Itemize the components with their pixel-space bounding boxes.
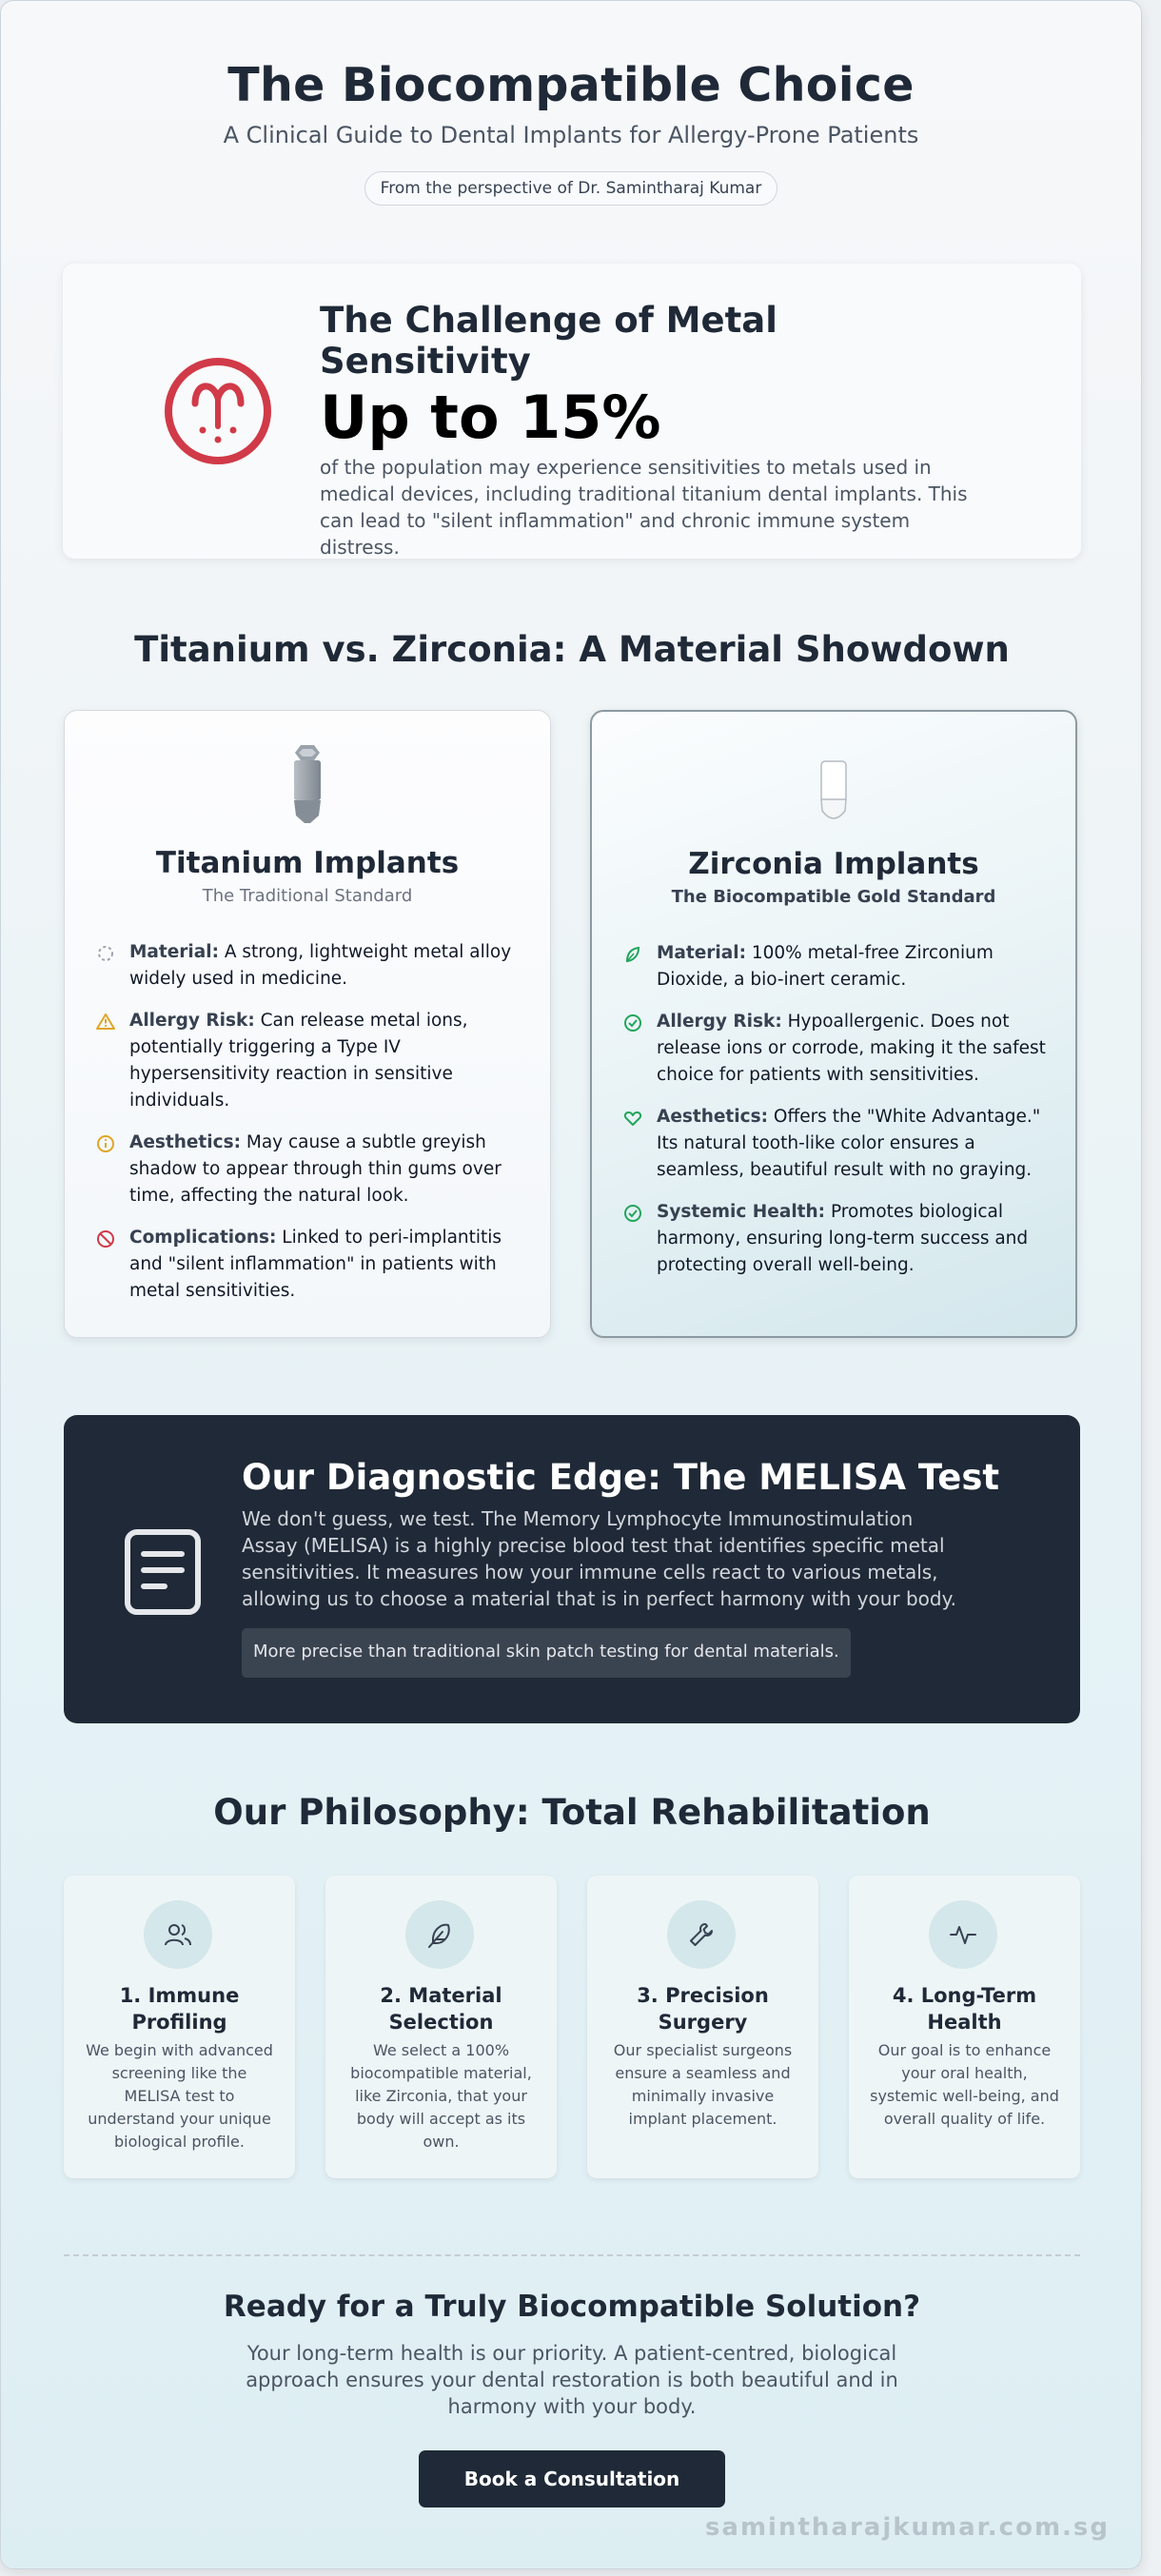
- step-card: [325, 1876, 557, 2178]
- feather-icon: [405, 1900, 474, 1969]
- point-text: May cause a subtle greyish shadow to appear through thin gums over time, affecting the natural look.: [129, 1132, 502, 1206]
- point-text: 100% metal-free Zirconium Dioxide, a bio-inert ceramic.: [657, 943, 994, 990]
- step-title: 4. Long-Term Health: [892, 1984, 1037, 2034]
- melisa-panel: [64, 1415, 1080, 1723]
- book-consultation-button[interactable]: Book a Consultation: [419, 2450, 725, 2507]
- challenge-text: of the population may experience sensitivities to metals used in medical devices, including traditional titanium dental implants. This can lead to "silent inflammation" and chronic immune system distress.: [320, 456, 968, 560]
- step-text: We select a 100% biocompatible material, like Zirconia, that your body will accept as its own.: [350, 2041, 532, 2151]
- site-watermark: samintharajkumar.com.sg: [704, 2513, 1110, 2542]
- point-text: Promotes biological harmony, ensuring long-term success and protecting overall well-being.: [657, 1202, 1029, 1275]
- document-icon: [115, 1520, 210, 1615]
- info-icon: [95, 1133, 116, 1154]
- page-title: The Biocompatible Choice: [227, 58, 915, 112]
- melisa-note: More precise than traditional skin patch testing for dental materials.: [242, 1628, 851, 1678]
- philosophy-title: Our Philosophy: Total Rehabilitation: [213, 1792, 931, 1833]
- check-circle-icon: [622, 1013, 643, 1033]
- titanium-title: Titanium Implants: [155, 846, 460, 880]
- philosophy-steps: [64, 1876, 1080, 2178]
- step-title: 1. Immune Profiling: [119, 1984, 240, 2034]
- challenge-stat: Up to 15%: [320, 383, 661, 452]
- check-circle-icon: [622, 1203, 643, 1224]
- step-text: Our specialist surgeons ensure a seamless and minimally invasive implant placement.: [613, 2041, 793, 2128]
- point-label: Allergy Risk:: [657, 1012, 782, 1032]
- step-card: [849, 1876, 1080, 2178]
- point-label: Allergy Risk:: [129, 1011, 255, 1031]
- list-item: [622, 1104, 1051, 1184]
- point-label: Complications:: [129, 1228, 277, 1248]
- zirconia-title: Zirconia Implants: [688, 847, 979, 881]
- step-title: 3. Precision Surgery: [637, 1984, 769, 2034]
- leaf-icon: [622, 944, 643, 965]
- step-card: [587, 1876, 818, 2178]
- point-text: Hypoallergenic. Does not release ions or corrode, making it the safest choice for patients with sensitivities.: [657, 1012, 1046, 1085]
- titanium-points: [95, 939, 523, 1320]
- challenge-card: [63, 264, 1081, 559]
- titanium-tagline: The Traditional Standard: [202, 886, 413, 906]
- point-label: Material:: [657, 943, 746, 963]
- point-text: Offers the "White Advantage." Its natural tooth-like color ensures a seamless, beautiful result with no graying.: [657, 1107, 1041, 1180]
- point-text: A strong, lightweight metal alloy widely used in medicine.: [129, 942, 512, 989]
- challenge-heading: The Challenge of Metal Sensitivity: [320, 300, 777, 382]
- step-text: Our goal is to enhance your oral health, systemic well-being, and overall quality of life.: [870, 2041, 1059, 2128]
- divider: [64, 2254, 1080, 2256]
- melisa-heading: Our Diagnostic Edge: The MELISA Test: [242, 1457, 1000, 1498]
- warning-icon: [95, 1012, 116, 1032]
- titanium-implant-icon: [291, 739, 324, 829]
- list-item: [95, 939, 523, 993]
- zirconia-points: [622, 940, 1051, 1294]
- cta-text: Your long-term health is our priority. A patient-centred, biological approach ensures your dental restoration is both beautiful and in harmony with your body.: [246, 2342, 898, 2418]
- list-item: [95, 1130, 523, 1209]
- point-text: Linked to peri-implantitis and "silent inflammation" in patients with metal sensitivities.: [129, 1228, 502, 1301]
- step-card: [64, 1876, 295, 2178]
- point-label: Aesthetics:: [657, 1107, 768, 1127]
- list-item: [622, 940, 1051, 993]
- melisa-text: We don't guess, we test. The Memory Lymphocyte Immunostimulation Assay (MELISA) is a highly precise blood test that identifies specific metal sensitivities. It measures how your immune cells react to various metals, allowing us to choose a material that is in perfect harmony with your body.: [242, 1507, 956, 1610]
- activity-icon: [929, 1900, 997, 1969]
- comparison-title: Titanium vs. Zirconia: A Material Showdown: [134, 629, 1010, 670]
- allergy-face-icon: [163, 356, 273, 466]
- point-label: Systemic Health:: [657, 1202, 826, 1222]
- ban-icon: [95, 1229, 116, 1249]
- list-item: [95, 1008, 523, 1114]
- zirconia-implant-icon: [817, 740, 850, 830]
- wrench-icon: [667, 1900, 736, 1969]
- zirconia-card: [590, 710, 1077, 1338]
- point-label: Aesthetics:: [129, 1132, 241, 1152]
- step-title: 2. Material Selection: [380, 1984, 502, 2034]
- heart-icon: [622, 1108, 643, 1129]
- author-badge: From the perspective of Dr. Samintharaj Kumar: [364, 171, 778, 206]
- spinner-icon: [95, 943, 116, 964]
- header: [1, 1, 1141, 206]
- step-text: We begin with advanced screening like the MELISA test to understand your unique biological profile.: [86, 2041, 273, 2151]
- point-text: Can release metal ions, potentially triggering a Type IV hypersensitivity reaction in sensitive individuals.: [129, 1011, 468, 1111]
- list-item: [95, 1225, 523, 1305]
- list-item: [622, 1199, 1051, 1279]
- point-label: Material:: [129, 942, 219, 962]
- titanium-card: [64, 710, 551, 1338]
- zirconia-tagline: The Biocompatible Gold Standard: [671, 887, 996, 907]
- list-item: [622, 1009, 1051, 1089]
- cta-title: Ready for a Truly Biocompatible Solution?: [223, 2290, 921, 2324]
- users-icon: [144, 1900, 212, 1969]
- page-subtitle: A Clinical Guide to Dental Implants for Allergy-Prone Patients: [223, 122, 919, 148]
